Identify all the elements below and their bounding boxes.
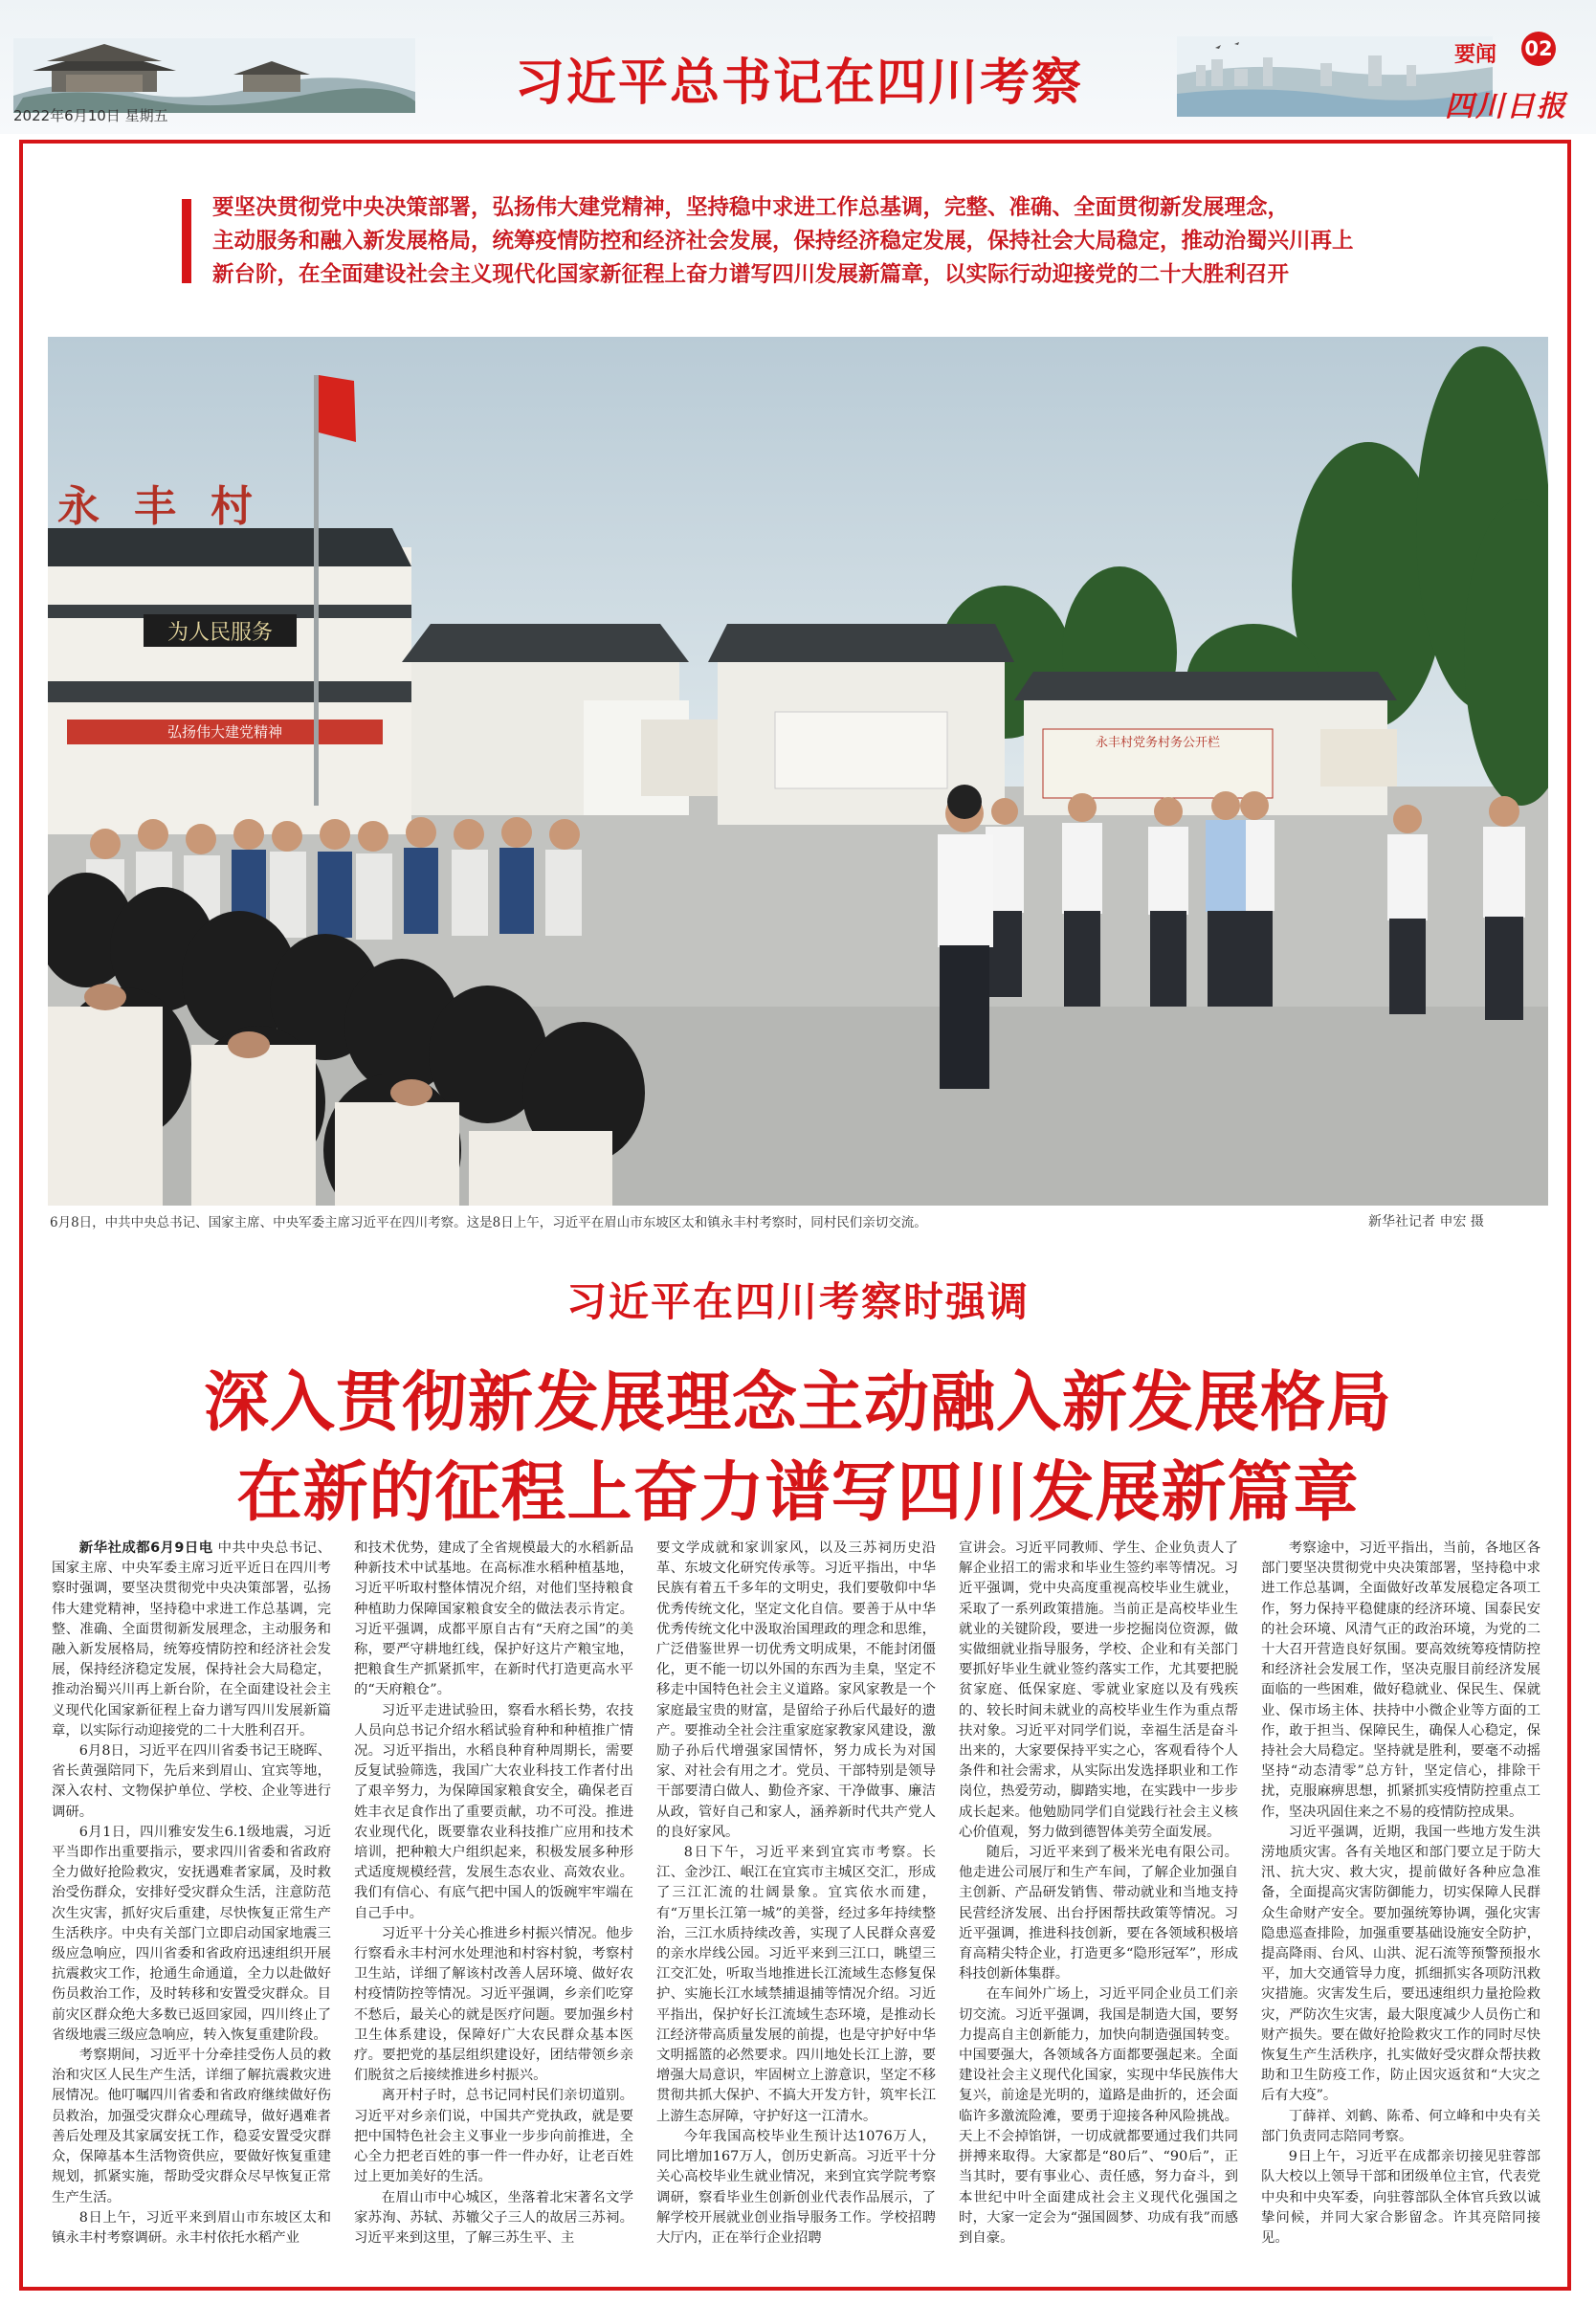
- article-paragraph: 习近平十分关心推进乡村振兴情况。他步行察看永丰村河水处理池和村容村貌，考察村卫生站，详细了解该村改善人居环境、做好农村疫情防控等情况。习近平强调，乡亲们吃穿不愁后，最关心的就是医疗问题。要加强乡村卫生体系建设，保障好广大农民群众基本医疗。要把党的基层组织建设好，团结带领乡亲们脱贫之后接续推进乡村振兴。: [354, 1925, 633, 2084]
- article-paragraph: 宣讲会。习近平同教师、学生、企业负责人了解企业招工的需求和毕业生签约率等情况。习近平强调，党中央高度重视高校毕业生就业，采取了一系列政策措施。当前正是高校毕业生就业的关键阶段，要进一步挖掘岗位资源，做实做细就业指导服务，学校、企业和有关部门要抓好毕业生就业签约落实工作，尤其要把脱贫家庭、低保家庭、零就业家庭以及有残疾的、较长时间未就业的高校毕业生作为重点帮扶对象。习近平对同学们说，幸福生活是奋斗出来的，大家要保持平实之心，客观看待个人条件和社会需求，从实际出发选择职业和工作岗位，热爱劳动，脚踏实地，在实践中一步步成长起来。他勉励同学们自觉践行社会主义核心价值观，努力做到德智体美劳全面发展。: [959, 1540, 1238, 1840]
- section-label: 要闻: [1454, 43, 1497, 67]
- newspaper-logo: 四川日报: [1445, 90, 1567, 123]
- article-column-1: [52, 1539, 331, 2275]
- article-paragraph: 考察途中，习近平指出，当前，各地区各部门要坚决贯彻党中央决策部署，坚持稳中求进工作总基调，全面做好改革发展稳定各项工作，努力保持平稳健康的经济环境、国泰民安的社会环境、风清气正的政治环境，为党的二十大召开营造良好氛围。要高效统筹疫情防控和经济社会发展工作，坚决克服目前经济发展面临的一些困难，做好稳就业、保民生、保就业、保市场主体、扶持中小微企业等方面的工作，敢于担当、保障民生，确保人心稳定，保持社会大局稳定。坚持就是胜利，要毫不动摇坚持“动态清零”总方针，坚定信心，排除干扰，克服麻痹思想，抓紧抓实疫情防控重点工作，坚决巩固住来之不易的疫情防控成果。: [1261, 1540, 1541, 1820]
- article-column-2: [354, 1539, 633, 2275]
- page-banner-title: 习近平总书记在四川考察: [514, 55, 1083, 112]
- article-paragraph: 6月1日，四川雅安发生6.1级地震，习近平当即作出重要指示，要求四川省委和省政府全力做好抢险救灾，安抚遇难者家属，及时救治受伤群众，安排好受灾群众生活，注意防范次生灾害，抓好灾后重建，尽快恢复正常生产生活秩序。中央有关部门立即启动国家地震三级应急响应，四川省委和省政府迅速组织开展抗震救灾工作，抢通生命通道，全力以赴做好伤员救治工作，及时转移和安置受灾群众。目前灾区群众绝大多数已返回家园，四川终止了省级地震三级应急响应，转入恢复重建阶段。: [52, 1824, 331, 2043]
- article-headline-line1: 深入贯彻新发展理念主动融入新发展格局: [203, 1365, 1392, 1441]
- service-plaque-text: 为人民服务: [166, 621, 274, 645]
- article-paragraph: 考察期间，习近平十分牵挂受伤人员的救治和灾区人民生产生活，详细了解抗震救灾进展情况。他叮嘱四川省委和省政府继续做好伤员救治，加强受灾群众心理疏导，做好遇难者善后处理及其家属安抚工作，稳妥安置受灾群众，保障基本生活物资供应，要做好恢复重建规划，抓紧实施，帮助受灾群众尽早恢复正常生产生活。: [52, 2048, 331, 2205]
- article-paragraph: 6月8日，习近平在四川省委书记王晓晖、省长黄强陪同下，先后来到眉山、宜宾等地，深入农村、文物保护单位、学校、企业等进行调研。: [52, 1743, 331, 1820]
- article-paragraph: 9日上午，习近平在成都亲切接见驻蓉部队大校以上领导干部和团级单位主官，代表党中央和中央军委，向驻蓉部队全体官兵致以诚挚问候，并同大家合影留念。许其亮陪同接见。: [1261, 2149, 1541, 2246]
- article-paragraph: 和技术优势，建成了全省规模最大的水稻新品种新技术中试基地。在高标准水稻种植基地，习近平听取村整体情况介绍，对他们坚持粮食种植助力保障国家粮食安全的做法表示肯定。习近平强调，成都平原自古有“天府之国”的美称，要严守耕地红线，保护好这片产粮宝地，把粮食生产抓紧抓牢，在新时代打造更高水平的“天府粮仓”。: [354, 1540, 633, 1698]
- pavilion-scene-illustration: [13, 38, 415, 113]
- village-square-photo: [48, 337, 1548, 1206]
- village-sign: 永丰村: [57, 482, 287, 531]
- article-paragraph: 习近平强调，近期，我国一些地方发生洪涝地质灾害。各有关地区和部门要立足于防大汛、抗大灾、救大灾，提前做好各种应急准备，全面提高灾害防御能力，切实保障人民群众生命财产安全。要加强统筹协调，强化灾害隐患巡查排险，加强重要基础设施安全防护，提高降雨、台风、山洪、泥石流等预警预报水平，加大交通管导力度，抓细抓实各项防汛救灾措施。灾害发生后，要迅速组织力量抢险救灾，严防次生灾害，最大限度减少人员伤亡和财产损失。要在做好抢险救灾工作的同时尽快恢复生产生活秩序，扎实做好受灾群众帮扶救助和卫生防疫工作，防止因灾返贫和“大灾之后有大疫”。: [1261, 1824, 1541, 2104]
- article-paragraph: 随后，习近平来到了极米光电有限公司。他走进公司展厅和生产车间，了解企业加强自主创新、产品研发销售、带动就业和当地支持民营经济发展、出台抒困帮扶政策等情况。习近平强调，推进科技创新，要在各领域积极培育高精尖特企业，打造更多“隐形冠军”，形成科技创新体集群。: [959, 1845, 1238, 1983]
- article-paragraph: 习近平走进试验田，察看水稻长势，农技人员向总书记介绍水稻试验育种和种植推广情况。习近平指出，水稻良种育种周期长，需要反复试验筛选，我国广大农业科技工作者付出了艰辛努力，为保障国家粮食安全，确保老百姓丰衣足食作出了重要贡献，功不可没。推进农业现代化，既要靠农业科技推广应用和技术培训，把种粮大户组织起来，积极发展多种形式适度规模经营，发展生态农业、高效农业。我们有信心、有底气把中国人的饭碗牢牢端在自己手中。: [354, 1702, 633, 1921]
- article-paragraph: 今年我国高校毕业生预计达1076万人，同比增加167万人，创历史新高。习近平十分关心高校毕业生就业情况，来到宜宾学院考察调研，察看毕业生创新创业代表作品展示，了解学校开展就业创业指导服务工作。学校招聘大厅内，正在举行企业招聘: [656, 2128, 936, 2246]
- issue-date: 2022年6月10日 星期五: [13, 107, 168, 124]
- lead-line: 要坚决贯彻党中央决策部署，弘扬伟大建党精神，坚持稳中求进工作总基调，完整、准确、全面贯彻新发展理念，: [212, 195, 1290, 220]
- article-paragraph: 8日上午，习近平来到眉山市东坡区太和镇永丰村考察调研。永丰村依托水稻产业: [52, 2209, 331, 2246]
- lead-summary: [212, 191, 1456, 292]
- photo-caption: 6月8日，中共中央总书记、国家主席、中央军委主席习近平在四川考察。这是8日上午，习近平在眉山市东坡区太和镇永丰村考察时，同村民们亲切交流。: [50, 1215, 927, 1230]
- red-banner-text: 弘扬伟大建党精神: [166, 723, 283, 741]
- lead-accent-bar: [182, 199, 191, 283]
- article-column-4: [959, 1539, 1238, 2275]
- lead-line: 新台阶，在全面建设社会主义现代化国家新征程上奋力谱写四川发展新篇章，以实际行动迎接党的二十大胜利召开: [212, 262, 1290, 287]
- article-kicker: 习近平在四川考察时强调: [565, 1278, 1030, 1325]
- article-paragraph: [52, 1539, 331, 1741]
- article-column-3: [656, 1539, 936, 2275]
- flag-icon: [319, 375, 356, 442]
- news-photo: [48, 337, 1548, 1206]
- page-header: [0, 0, 1596, 134]
- article-column-5: [1261, 1539, 1541, 2275]
- article-body: [52, 1539, 1546, 2275]
- article-paragraph: 丁薛祥、刘鹤、陈希、何立峰和中央有关部门负责同志陪同考察。: [1261, 2108, 1541, 2144]
- article-paragraph: 在车间外广场上，习近平同企业员工们亲切交流。习近平强调，我国是制造大国，要努力提高自主创新能力，加快向制造强国转变。中国要强大，各领域各方面都要强起来。全面建设社会主义现代化国家，实现中华民族伟大复兴，前途是光明的，道路是曲折的，还会面临许多激流险滩，要勇于迎接各种风险挑战。天上不会掉馅饼，一切成就都要通过我们共同拼搏来取得。大家都是“80后”、“90后”，正当其时，要有事业心、责任感，努力奋斗，到本世纪中叶全面建成社会主义现代化强国之时，大家一定会为“强国圆梦、功成有我”而感到自豪。: [959, 1986, 1238, 2246]
- article-paragraph: 要文学成就和家训家风，以及三苏祠历史沿革、东坡文化研究传承等。习近平指出，中华民族有着五千多年的文明史，我们要敬仰中华优秀传统文化，坚定文化自信。要善于从中华优秀传统文化中汲取治国理政的理念和思维，广泛借鉴世界一切优秀文明成果，不能封闭僵化，更不能一切以外国的东西为圭臬，坚定不移走中国特色社会主义道路。家风家教是一个家庭最宝贵的财富，是留给子孙后代最好的遗产。要推动全社会注重家庭家教家风建设，激励子孙后代增强家国情怀，努力成长为对国家、对社会有用之才。党员、干部特别是领导干部要清白做人、勤俭齐家、干净做事、廉洁从政，管好自己和家人，涵养新时代共产党人的良好家风。: [656, 1540, 936, 1840]
- lead-line: 主动服务和融入新发展格局，统筹疫情防控和经济社会发展，保持经济稳定发展，保持社会大局稳定，推动治蜀兴川再上: [212, 229, 1354, 254]
- article-paragraph: 8日下午，习近平来到宜宾市考察。长江、金沙江、岷江在宜宾市主城区交汇，形成了三江汇流的壮阔景象。宜宾依水而建，有“万里长江第一城”的美誉，经过多年持续整治，三江水质持续改善，实现了人民群众喜爱的亲水岸线公园。习近平来到三江口，眺望三江交汇处，听取当地推进长江流域生态修复保护、实施长江水域禁捕退捕等情况介绍。习近平指出，保护好长江流域生态环境，是推动长江经济带高质量发展的前提，也是守护好中华文明摇篮的必然要求。四川地处长江上游，要增强大局意识，牢固树立上游意识，坚定不移贯彻共抓大保护、不搞大开发方针，筑牢长江上游生态屏障，守护好这一江清水。: [656, 1845, 936, 2124]
- paragraph-text: 中共中央总书记、国家主席、中央军委主席习近平近日在四川考察时强调，要坚决贯彻党中央决策部署，弘扬伟大建党精神，坚持稳中求进工作总基调，完整、准确、全面贯彻新发展理念，主动服务和融入新发展格局，统筹疫情防控和经济社会发展，保持经济稳定发展，保持社会大局稳定，推动治蜀兴川再上新台阶，在全面建设社会主义现代化国家新征程上奋力谱写四川发展新篇章，以实际行动迎接党的二十大胜利召开。: [52, 1540, 331, 1739]
- article-headline-line2: 在新的征程上奋力谱写四川发展新篇章: [236, 1455, 1360, 1531]
- dateline: 新华社成都6月9日电: [78, 1540, 213, 1556]
- notice-board-title: 永丰村党务村务公开栏: [1095, 736, 1221, 750]
- article-paragraph: 在眉山市中心城区，坐落着北宋著名文学家苏洵、苏轼、苏辙父子三人的故居三苏祠。习近平来到这里，了解三苏生平、主: [354, 2189, 633, 2246]
- photo-credit: 新华社记者 申宏 摄: [1368, 1214, 1484, 1230]
- article-paragraph: 离开村子时，总书记同村民们亲切道别。习近平对乡亲们说，中国共产党执政，就是要把中国特色社会主义事业一步步向前推进，全心全力把老百姓的事一件一件办好，让老百姓过上更加美好的生活。: [354, 2088, 633, 2185]
- page-number-badge: 02: [1521, 32, 1556, 66]
